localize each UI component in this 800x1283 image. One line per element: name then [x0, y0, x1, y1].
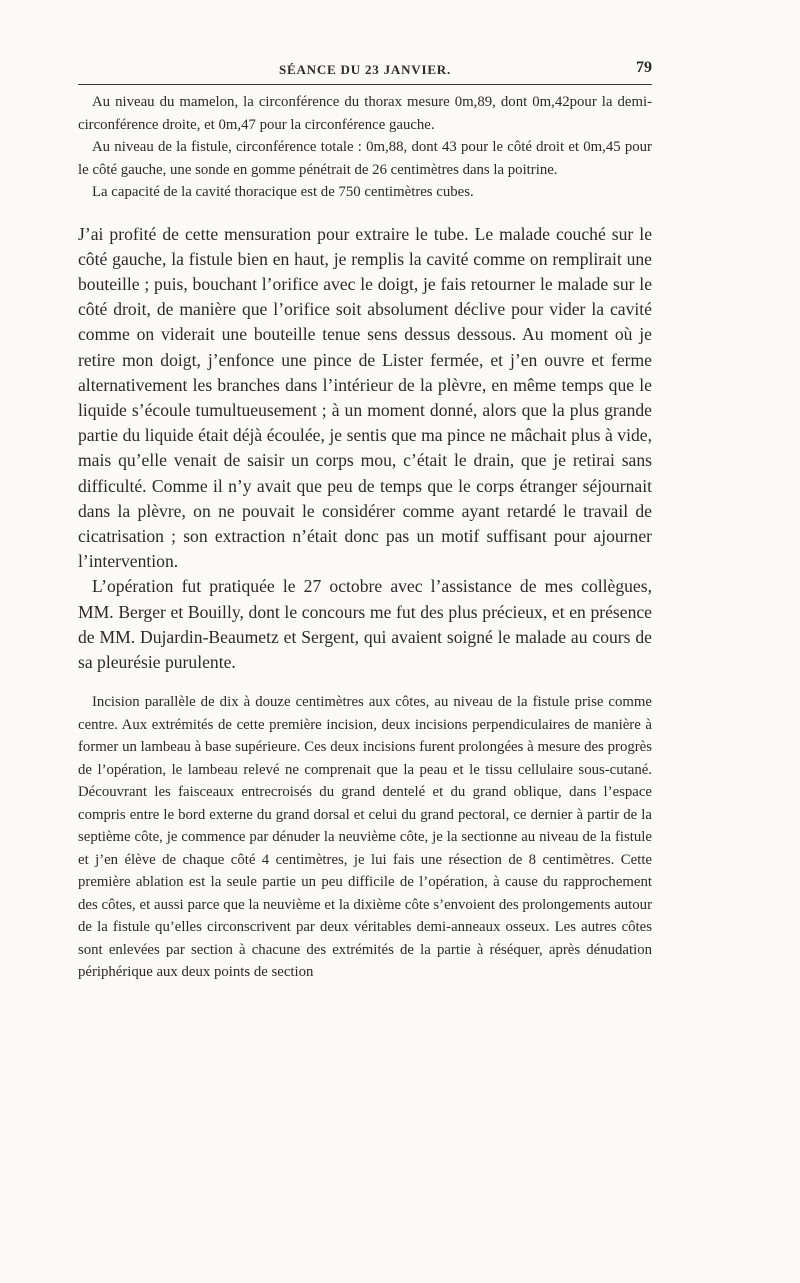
running-head	[78, 56, 652, 85]
page	[78, 56, 652, 984]
running-title: SÉANCE DU 23 JANVIER.	[278, 62, 452, 77]
paragraph-thorax-measurement: Au niveau du mamelon, la circonférence du thorax mesure 0m,89, dont 0m,42pour la demi-circonférence droite, et 0m,47 pour la circonférence gauche.	[78, 94, 652, 133]
paragraph-tube-extraction: J’ai profité de cette mensuration pour extraire le tube. Le malade couché sur le côté gauche, la fistule bien en haut, je remplis la cavité comme on remplirait une bouteille ; puis, bouchant l’orifice avec le doigt, je fais retourner le malade sur le côté droit, de manière que l’orifice soit absolument déclive pour vider la cavité comme on viderait une bouteille tenue sens dessus dessous. Au moment où je retire mon doigt, j’enfonce une pince de Lister fermée, et j’en ouvre et ferme alternativement les branches dans l’intérieur de la plèvre, en même temps que le liquide s’écoule tumultueusement ; à un moment donné, alors que la plus grande partie du liquide était déjà écoulée, je sentis que ma pince ne mâchait plus à vide, mais qu’elle venait de saisir un corps mou, c’était le drain, que je retirai sans difficulté. Comme il n’y avait que peu de temps que le corps étranger séjournait dans la plèvre, on ne pouvait le considérer comme ayant retardé le travail de cicatrisation ; son extraction n’était donc pas un motif suffisant pour ajourner l’intervention.	[78, 223, 652, 572]
paragraph-fistula-measurement: Au niveau de la fistule, circonférence totale : 0m,88, dont 43 pour le côté droit et 0m,45 pour le côté gauche, une sonde en gomme pénétrait de 26 centimètres dans la poitrine.	[78, 139, 652, 178]
page-number: 79	[636, 59, 652, 76]
paragraph-incision: Incision parallèle de dix à douze centimètres aux côtes, au niveau de la fistule prise comme centre. Aux extrémités de cette première incision, deux incisions perpendiculaires de manière à former un lambeau à base supérieure. Ces deux incisions furent prolongées à mesure des progrès de l’opération, le lambeau relevé ne comprenait que la peau et le tissu cellulaire sous-cutané. Découvrant les faisceaux entrecroisés du grand dentelé et du grand oblique, dans l’espace compris entre le bord externe du grand dorsal et celui du grand pectoral, ce dernier à partir de la septième côte, je commence par dénuder la neuvième côte, je la sectionne au niveau de la fistule et j’en élève de chaque côté 4 centimètres, je lui fais une résection de 8 centimètres. Cette première ablation est la seule partie un peu difficile de l’opération, à cause du rapprochement des côtes, et aussi parce que la neuvième et la dixième côte s’envoient des prolongements autour de la fistule qu’elles circonscrivent par deux véritables demi-anneaux osseux. Les autres côtes sont enlevées par section à chacune des extrémités de la partie à réséquer, après dénudation périphérique aux deux points de section	[78, 694, 652, 981]
paragraph-operation: L’opération fut pratiquée le 27 octobre avec l’assistance de mes collègues, MM. Berger et Bouilly, dont le concours me fut des plus précieux, et en présence de MM. Dujardin-Beaumetz et Sergent, qui avaient soigné le malade au cours de sa pleurésie purulente.	[78, 576, 652, 672]
paragraph-thoracic-capacity: La capacité de la cavité thoracique est de 750 centimètres cubes.	[92, 184, 474, 200]
